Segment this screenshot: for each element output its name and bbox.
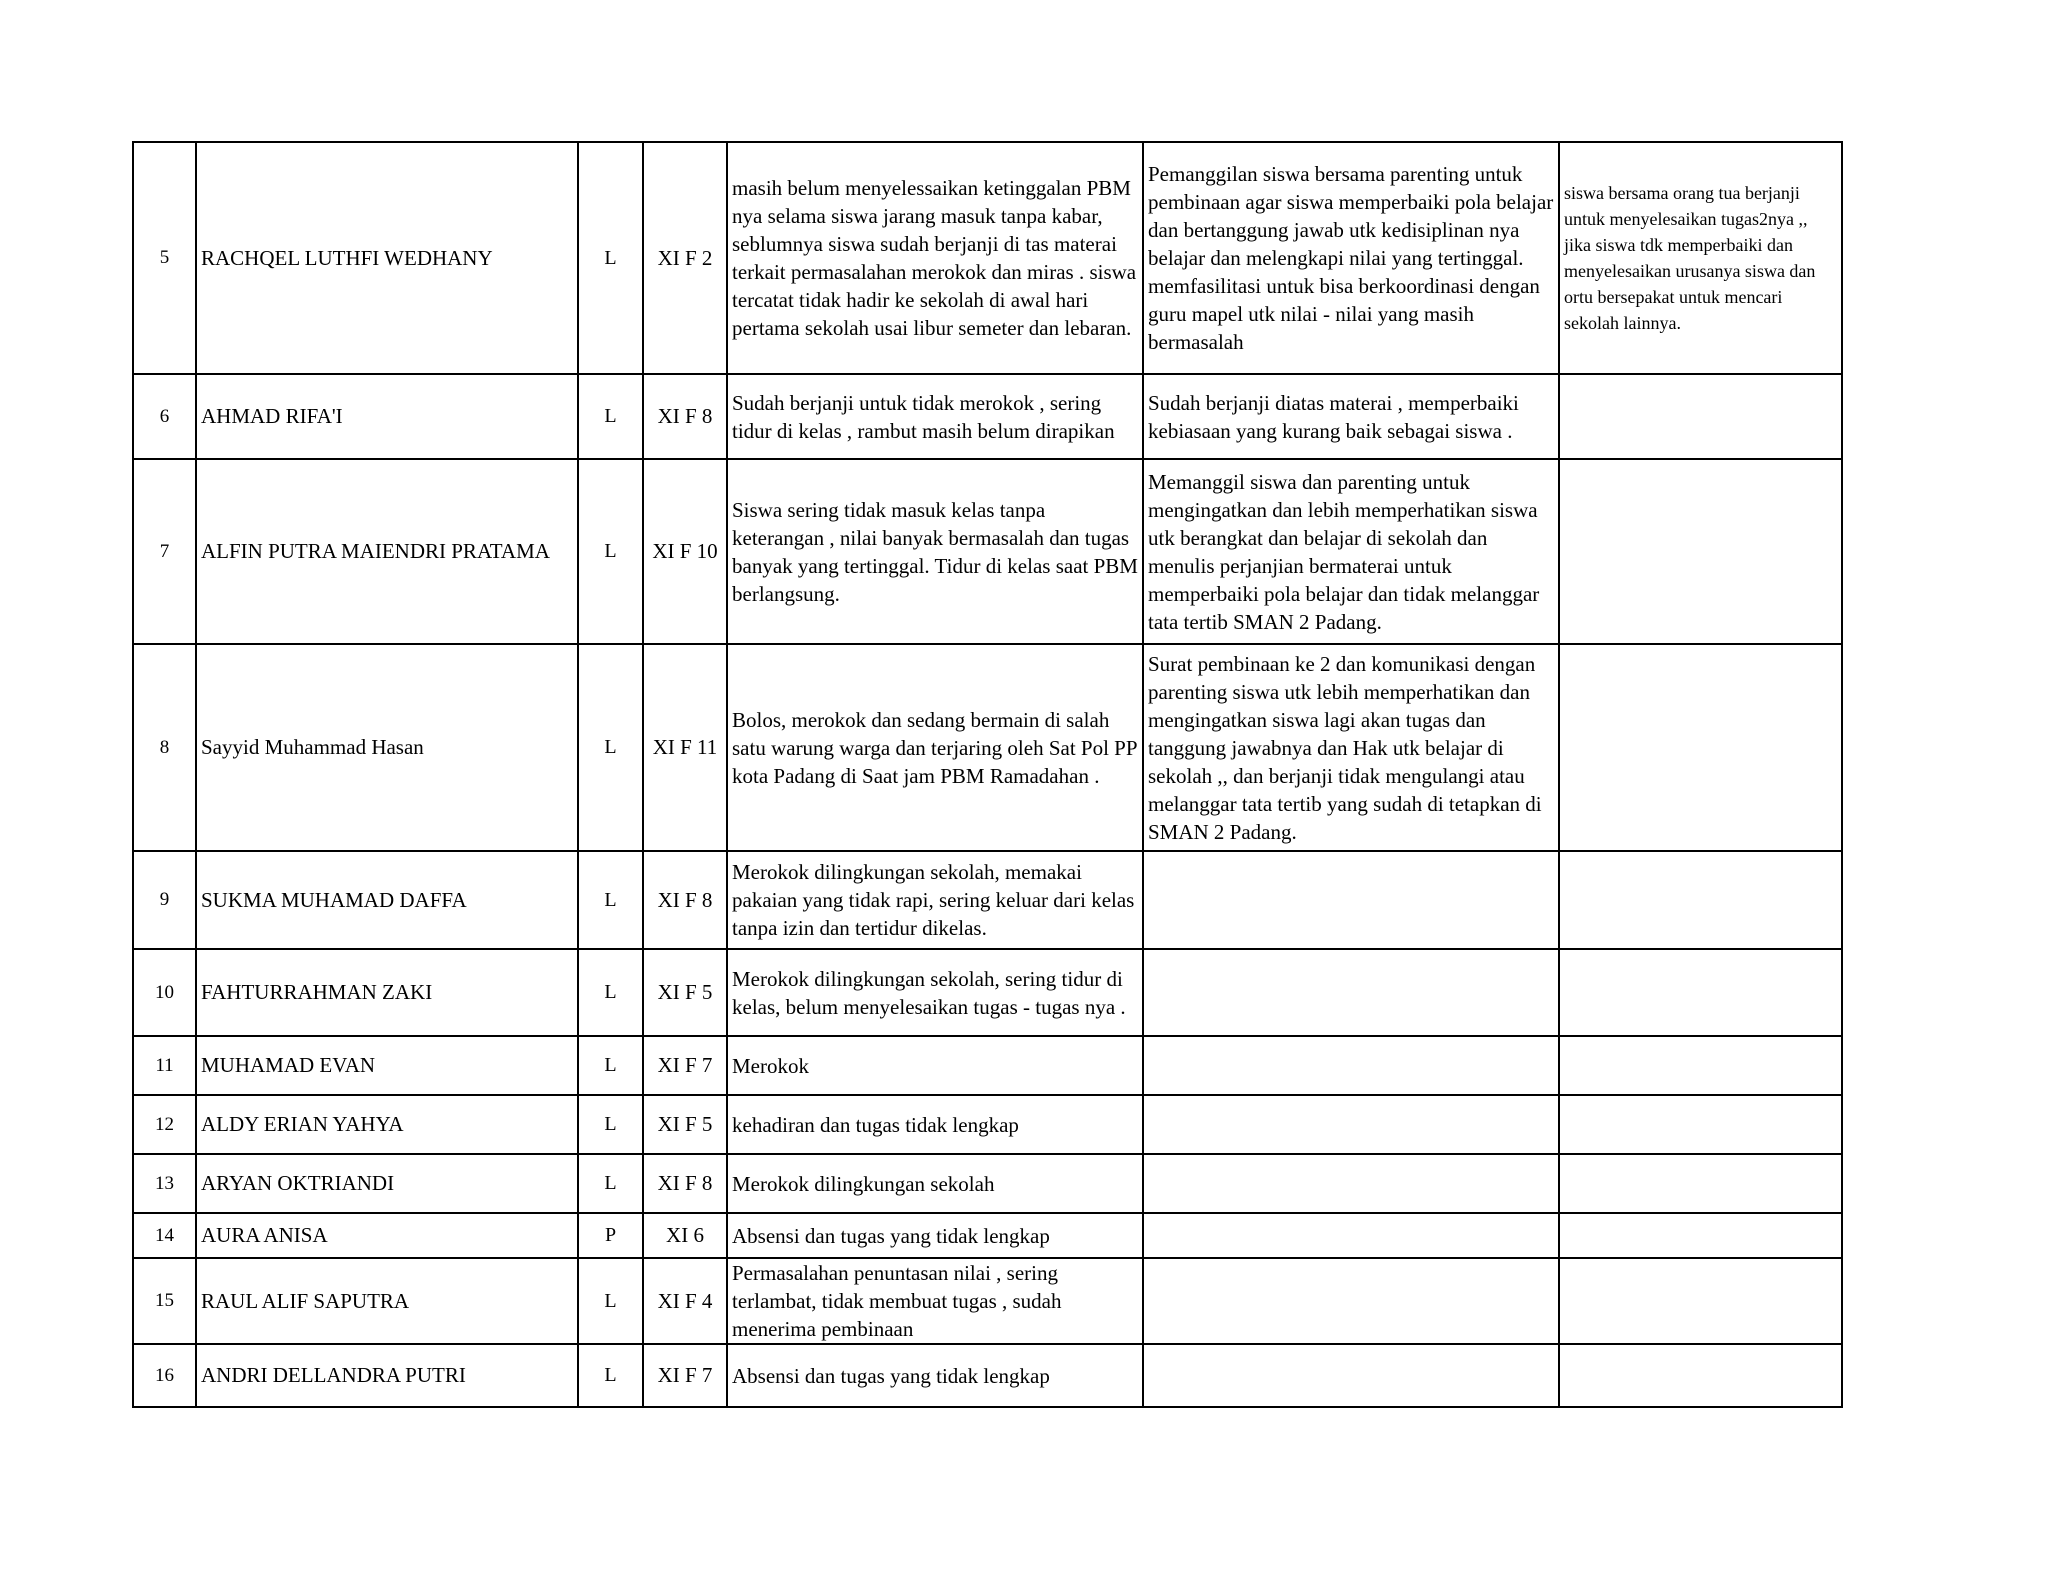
problem: Siswa sering tidak masuk kelas tanpa keterangan , nilai banyak bermasalah dan tugas banyak yang tertinggal. Tidur di kelas saat PBM berlangsung. [727,459,1143,644]
follow-up [1143,949,1559,1036]
student-name: SUKMA MUHAMAD DAFFA [196,851,578,949]
table-row [133,459,1842,644]
follow-up [1143,1095,1559,1154]
problem: Merokok dilingkungan sekolah [727,1154,1143,1213]
gender: L [578,374,643,459]
gender: L [578,1036,643,1095]
row-number: 14 [133,1213,196,1258]
student-name: Sayyid Muhammad Hasan [196,644,578,851]
remarks [1559,1344,1842,1407]
remarks [1559,644,1842,851]
follow-up [1143,1258,1559,1344]
problem: Sudah berjanji untuk tidak merokok , sering tidur di kelas , rambut masih belum dirapikan [727,374,1143,459]
gender: L [578,1344,643,1407]
student-name: FAHTURRAHMAN ZAKI [196,949,578,1036]
row-number: 16 [133,1344,196,1407]
follow-up: Memanggil siswa dan parenting untuk mengingatkan dan lebih memperhatikan siswa utk berangkat dan belajar di sekolah dan menulis perjanjian bermaterai untuk memperbaiki pola belajar dan tidak melanggar tata tertib SMAN 2 Padang. [1143,459,1559,644]
table-body [133,142,1842,1407]
table-row [133,1258,1842,1344]
student-name: ARYAN OKTRIANDI [196,1154,578,1213]
follow-up: Surat pembinaan ke 2 dan komunikasi dengan parenting siswa utk lebih memperhatikan dan mengingatkan siswa lagi akan tugas dan tanggung jawabnya dan Hak utk belajar di sekolah ,, dan berjanji tidak mengulangi atau melanggar tata tertib yang sudah di tetapkan di SMAN 2 Padang. [1143,644,1559,851]
table-row [133,1095,1842,1154]
problem: Permasalahan penuntasan nilai , sering terlambat, tidak membuat tugas , sudah menerima pembinaan [727,1258,1143,1344]
problem: Bolos, merokok dan sedang bermain di salah satu warung warga dan terjaring oleh Sat Pol PP kota Padang di Saat jam PBM Ramadahan . [727,644,1143,851]
class: XI F 5 [643,1095,727,1154]
table-row [133,1154,1842,1213]
table-row [133,644,1842,851]
remarks [1559,374,1842,459]
follow-up [1143,1213,1559,1258]
problem: kehadiran dan tugas tidak lengkap [727,1095,1143,1154]
remarks [1559,459,1842,644]
gender: L [578,1258,643,1344]
row-number: 10 [133,949,196,1036]
gender: L [578,1095,643,1154]
student-name: AHMAD RIFA'I [196,374,578,459]
row-number: 5 [133,142,196,374]
student-name: RAUL ALIF SAPUTRA [196,1258,578,1344]
table-row [133,949,1842,1036]
problem: Absensi dan tugas yang tidak lengkap [727,1344,1143,1407]
remarks [1559,1095,1842,1154]
problem: Merokok [727,1036,1143,1095]
gender: L [578,142,643,374]
problem: Merokok dilingkungan sekolah, sering tidur di kelas, belum menyelesaikan tugas - tugas nya . [727,949,1143,1036]
remarks [1559,949,1842,1036]
table-row [133,142,1842,374]
table-row [133,374,1842,459]
problem: Absensi dan tugas yang tidak lengkap [727,1213,1143,1258]
class: XI F 8 [643,851,727,949]
row-number: 13 [133,1154,196,1213]
row-number: 8 [133,644,196,851]
gender: L [578,459,643,644]
table-row [133,1036,1842,1095]
problem: Merokok dilingkungan sekolah, memakai pakaian yang tidak rapi, sering keluar dari kelas tanpa izin dan tertidur dikelas. [727,851,1143,949]
table-row [133,1344,1842,1407]
table-row [133,1213,1842,1258]
gender: L [578,644,643,851]
remarks [1559,1258,1842,1344]
row-number: 12 [133,1095,196,1154]
student-name: ALFIN PUTRA MAIENDRI PRATAMA [196,459,578,644]
problem: masih belum menyelessaikan ketinggalan PBM nya selama siswa jarang masuk tanpa kabar, seblumnya siswa sudah berjanji di tas materai terkait permasalahan merokok dan miras . siswa tercatat tidak hadir ke sekolah di awal hari pertama sekolah usai libur semeter dan lebaran. [727,142,1143,374]
student-name: AURA ANISA [196,1213,578,1258]
gender: L [578,949,643,1036]
remarks: siswa bersama orang tua berjanji untuk menyelesaikan tugas2nya ,, jika siswa tdk memperbaiki dan menyelesaikan urusanya siswa dan ortu bersepakat untuk mencari sekolah lainnya. [1559,142,1842,374]
row-number: 9 [133,851,196,949]
follow-up [1143,1344,1559,1407]
remarks [1559,1036,1842,1095]
student-name: RACHQEL LUTHFI WEDHANY [196,142,578,374]
table-row [133,851,1842,949]
student-name: ANDRI DELLANDRA PUTRI [196,1344,578,1407]
class: XI F 8 [643,374,727,459]
student-name: MUHAMAD EVAN [196,1036,578,1095]
row-number: 6 [133,374,196,459]
class: XI F 10 [643,459,727,644]
class: XI 6 [643,1213,727,1258]
follow-up: Pemanggilan siswa bersama parenting untuk pembinaan agar siswa memperbaiki pola belajar dan bertanggung jawab utk kedisiplinan nya belajar dan melengkapi nilai yang tertinggal. memfasilitasi untuk bisa berkoordinasi dengan guru mapel utk nilai - nilai yang masih bermasalah [1143,142,1559,374]
class: XI F 5 [643,949,727,1036]
row-number: 15 [133,1258,196,1344]
gender: P [578,1213,643,1258]
class: XI F 4 [643,1258,727,1344]
class: XI F 2 [643,142,727,374]
remarks [1559,851,1842,949]
class: XI F 7 [643,1036,727,1095]
class: XI F 7 [643,1344,727,1407]
gender: L [578,851,643,949]
remarks [1559,1213,1842,1258]
follow-up: Sudah berjanji diatas materai , memperbaiki kebiasaan yang kurang baik sebagai siswa . [1143,374,1559,459]
student-name: ALDY ERIAN YAHYA [196,1095,578,1154]
class: XI F 8 [643,1154,727,1213]
follow-up [1143,851,1559,949]
remarks [1559,1154,1842,1213]
student-case-table [132,141,1843,1408]
row-number: 11 [133,1036,196,1095]
class: XI F 11 [643,644,727,851]
follow-up [1143,1154,1559,1213]
follow-up [1143,1036,1559,1095]
row-number: 7 [133,459,196,644]
gender: L [578,1154,643,1213]
